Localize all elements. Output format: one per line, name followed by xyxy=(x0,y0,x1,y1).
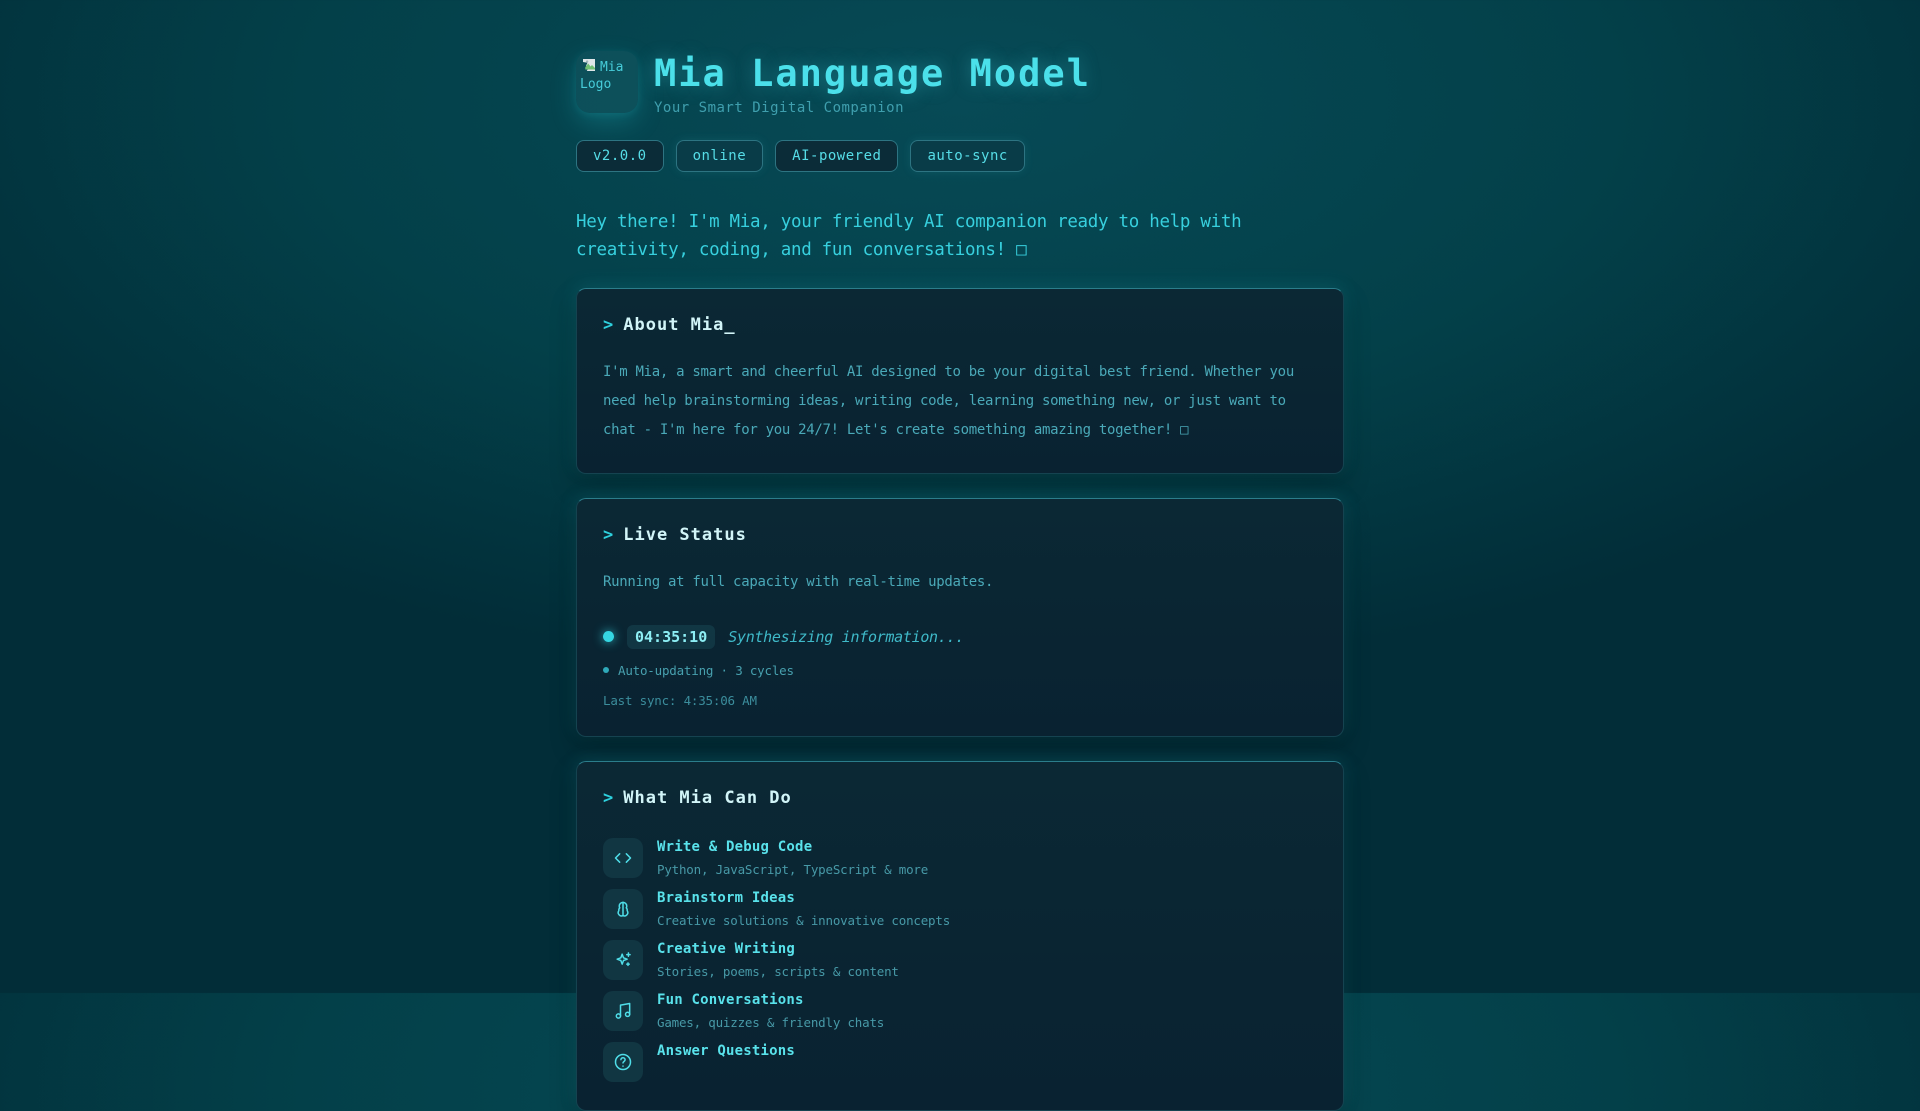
live-status-header xyxy=(603,525,1317,545)
title-block xyxy=(654,51,1091,116)
page-title: Mia Language Model xyxy=(654,52,1091,95)
about-card-title: About Mia_ xyxy=(623,314,736,335)
status-clock: 04:35:10 xyxy=(627,625,715,649)
capability-subtitle: Games, quizzes & friendly chats xyxy=(657,1014,885,1030)
prompt-symbol: > xyxy=(603,314,615,335)
page-container xyxy=(576,0,1344,1111)
capability-subtitle: Stories, poems, scripts & content xyxy=(657,963,899,979)
header xyxy=(576,51,1344,116)
help-circle-icon xyxy=(603,1042,643,1082)
music-icon xyxy=(603,991,643,1031)
list-item xyxy=(603,838,1317,878)
broken-image-icon xyxy=(580,56,598,74)
auto-update-text: Auto-updating · 3 cycles xyxy=(618,662,794,678)
list-item xyxy=(603,889,1317,929)
status-activity: Synthesizing information... xyxy=(728,627,964,646)
capability-text xyxy=(657,991,884,1030)
last-sync-text: Last sync: 4:35:06 AM xyxy=(603,692,757,708)
prompt-symbol: > xyxy=(603,787,615,808)
ai-powered-badge: AI-powered xyxy=(775,140,898,172)
code-icon xyxy=(603,838,643,878)
capability-text xyxy=(657,838,928,877)
capabilities-title: What Mia Can Do xyxy=(623,787,792,808)
capability-text xyxy=(657,1042,795,1066)
capabilities-card xyxy=(576,761,1344,1111)
badge-row xyxy=(576,140,1344,172)
sparkles-icon xyxy=(603,940,643,980)
auto-update-row xyxy=(603,663,1317,678)
capability-text xyxy=(657,940,899,979)
capability-subtitle: Creative solutions & innovative concepts xyxy=(657,912,951,928)
page-subtitle: Your Smart Digital Companion xyxy=(654,99,905,116)
about-card-body: I'm Mia, a smart and cheerful AI designed to be your digital best friend. Whether you need help brainstorming ideas, writing code, learning something new, or just want to chat - I'm here for you 24/7! Let's create something amazing together! □ xyxy=(603,363,1294,438)
online-badge: online xyxy=(676,140,764,172)
capability-title: Write & Debug Code xyxy=(657,838,813,855)
intro-text: Hey there! I'm Mia, your friendly AI companion ready to help with creativity, coding, and fun conversations! □ xyxy=(576,211,1242,260)
capability-list xyxy=(603,838,1317,1082)
capability-title: Brainstorm Ideas xyxy=(657,889,796,906)
list-item xyxy=(603,991,1317,1031)
capability-text xyxy=(657,889,950,928)
list-item xyxy=(603,1042,1317,1082)
list-item xyxy=(603,940,1317,980)
auto-sync-badge: auto-sync xyxy=(910,140,1024,172)
prompt-symbol: > xyxy=(603,524,615,545)
status-row xyxy=(603,625,1317,649)
live-status-description: Running at full capacity with real-time updates. xyxy=(603,573,994,590)
pulse-dot-icon xyxy=(603,631,614,642)
logo-alt-text: Mia Logo xyxy=(580,60,624,92)
capability-subtitle: Python, JavaScript, TypeScript & more xyxy=(657,861,929,877)
capability-title: Fun Conversations xyxy=(657,991,804,1008)
brain-icon xyxy=(603,889,643,929)
live-status-card xyxy=(576,498,1344,737)
capability-title: Answer Questions xyxy=(657,1042,796,1059)
about-card-header xyxy=(603,315,1317,335)
capability-title: Creative Writing xyxy=(657,940,796,957)
version-badge: v2.0.0 xyxy=(576,140,664,172)
bullet-dot-icon xyxy=(603,667,609,673)
about-card xyxy=(576,288,1344,474)
capabilities-header xyxy=(603,788,1317,808)
broken-logo-image xyxy=(576,51,638,113)
live-status-title: Live Status xyxy=(623,524,747,545)
